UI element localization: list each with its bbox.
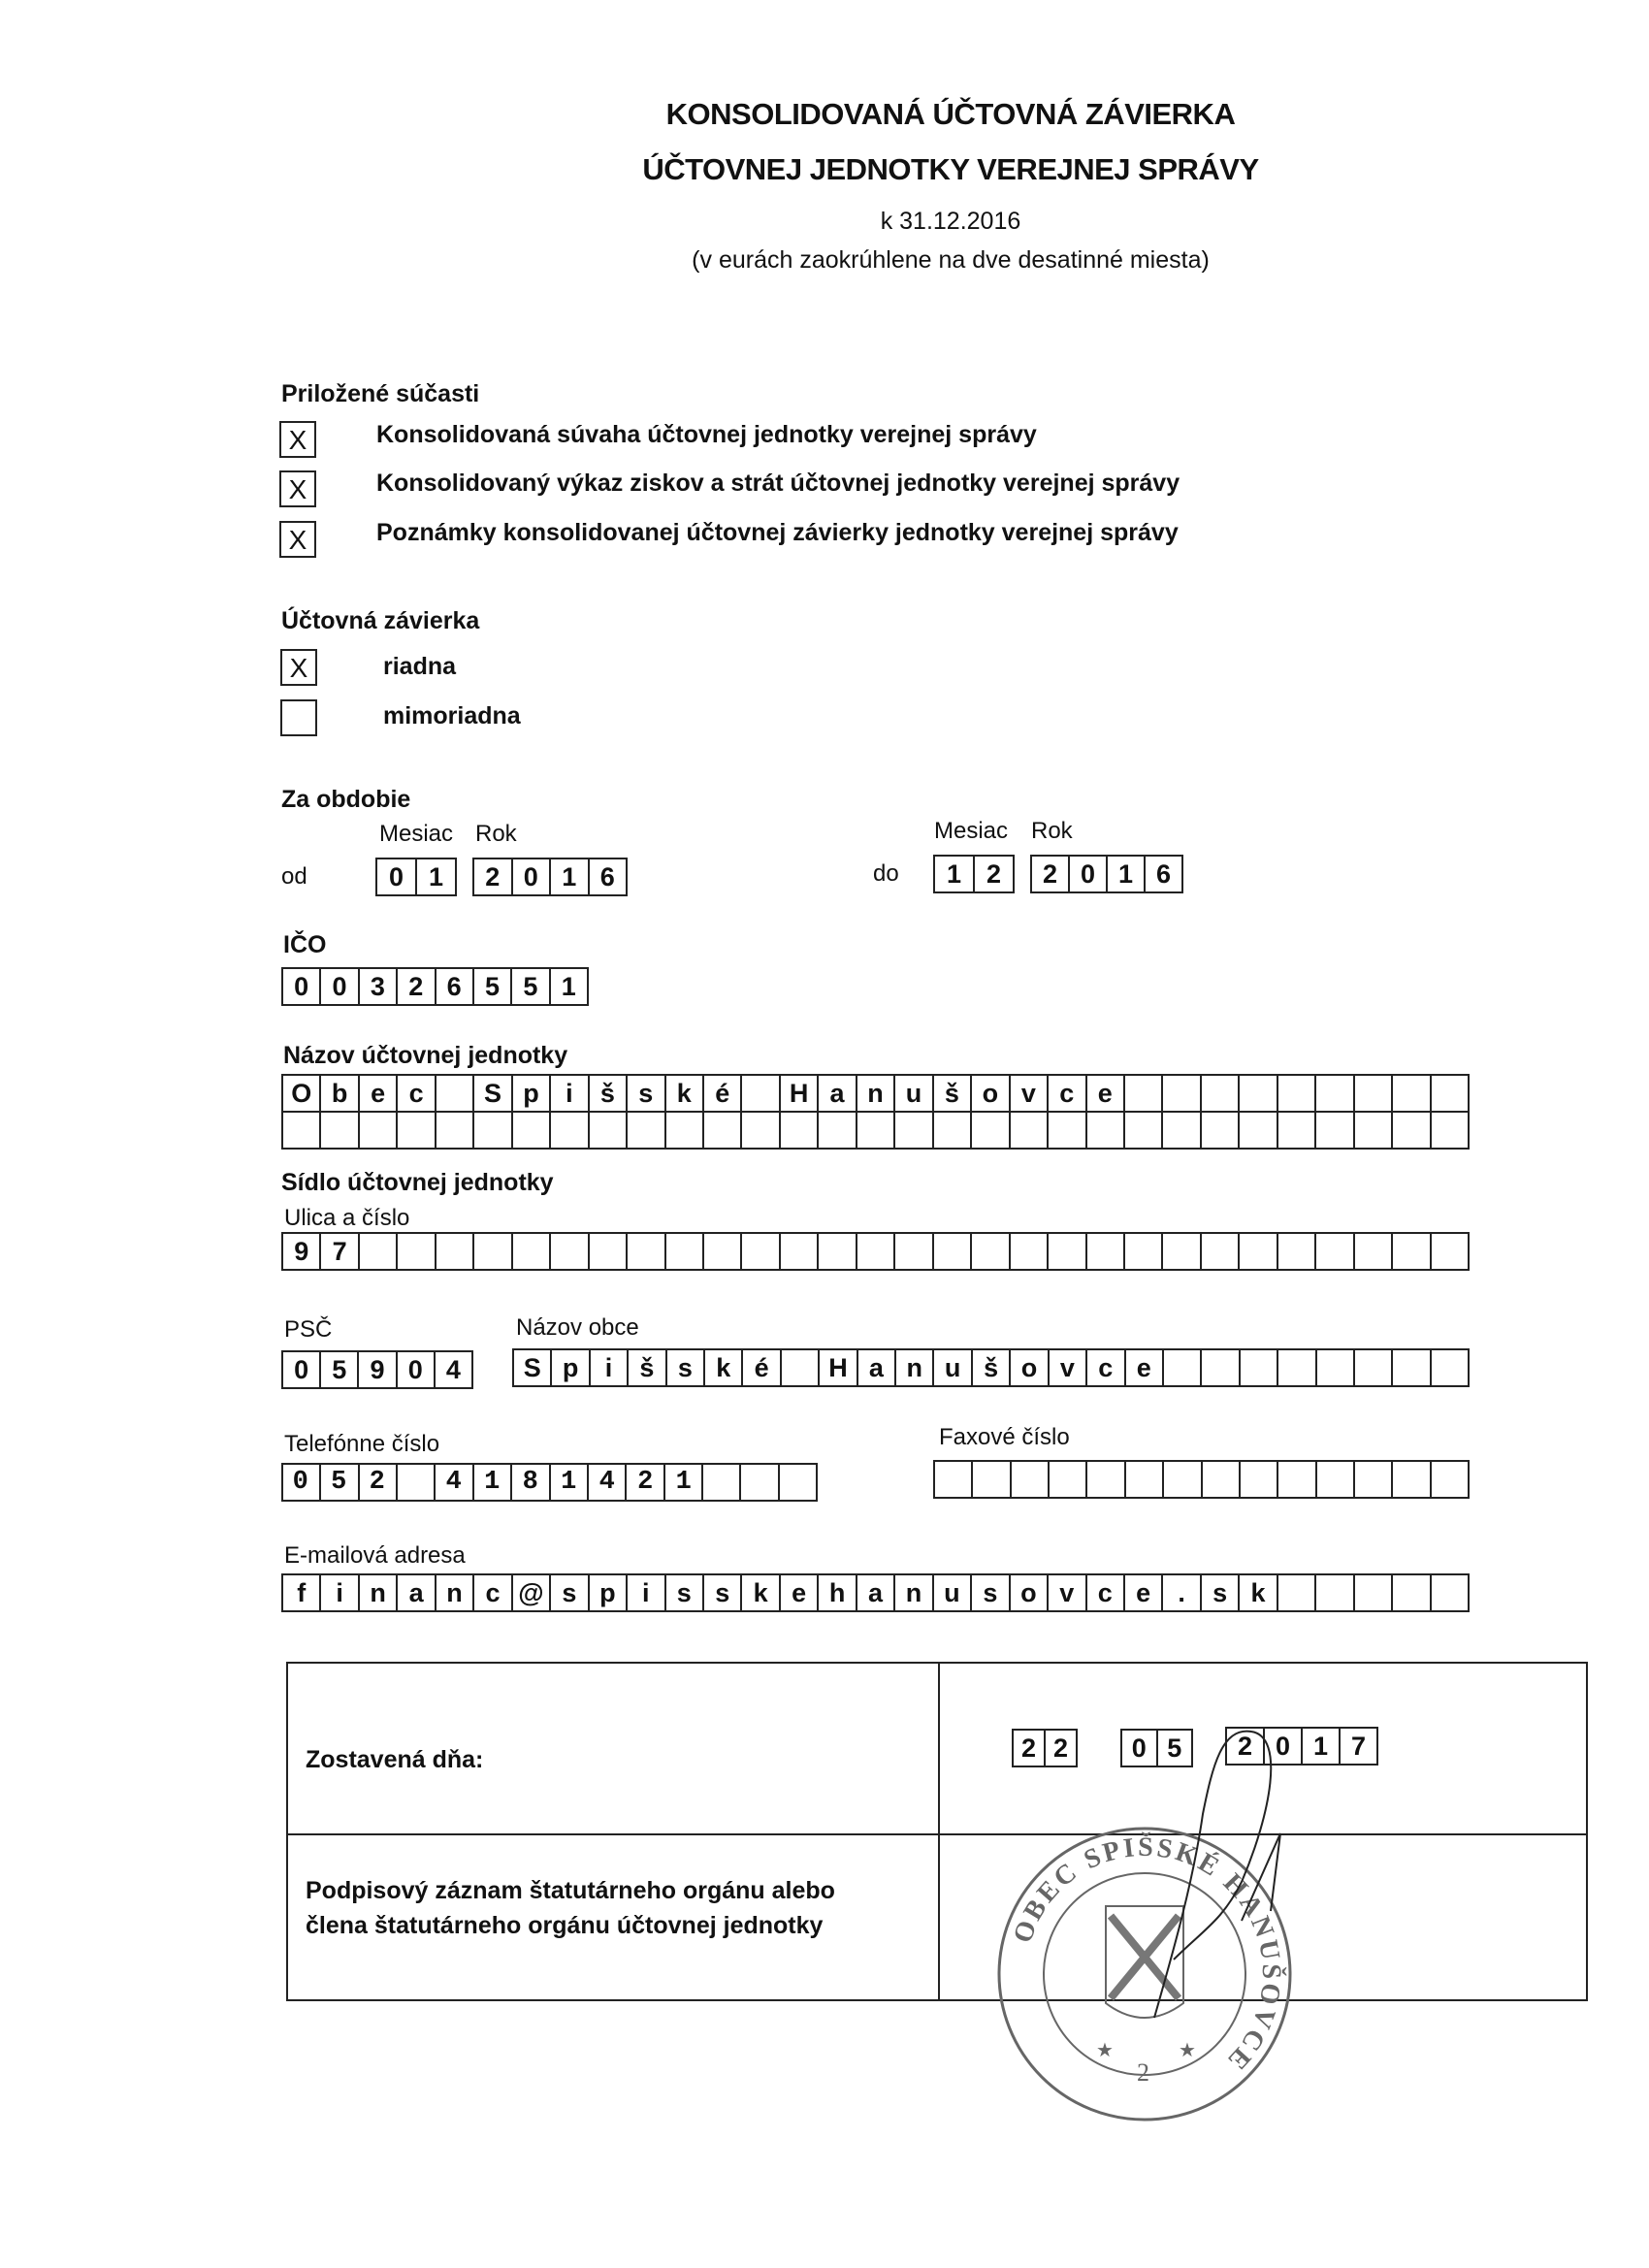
- char-cell: [742, 1234, 780, 1269]
- char-cell: [474, 1234, 512, 1269]
- char-cell: é: [743, 1350, 781, 1385]
- char-cell: p: [552, 1350, 590, 1385]
- period-heading: Za obdobie: [281, 786, 411, 813]
- char-cell: 7: [1350, 1732, 1367, 1761]
- char-cell: [857, 1234, 895, 1269]
- char-cell: b: [321, 1076, 359, 1111]
- signature-label-line2: člena štatutárneho orgánu účtovnej jednotky: [306, 1912, 824, 1939]
- char-cell: [590, 1113, 628, 1148]
- char-cell: [1087, 1113, 1125, 1148]
- char-cell: 9: [283, 1234, 321, 1269]
- currency-note: (v eurách zaokrúhlene na dve desatinné miesta): [692, 246, 1210, 274]
- char-cell: [1355, 1575, 1393, 1610]
- char-cell: 5: [474, 969, 512, 1004]
- char-cell: u: [934, 1575, 972, 1610]
- char-cell: [1393, 1113, 1431, 1148]
- char-cell: 0: [1265, 1729, 1303, 1764]
- char-cell: 7: [321, 1234, 359, 1269]
- from-year-label: Rok: [475, 821, 517, 847]
- psc-field[interactable]: [281, 1350, 473, 1389]
- char-cell: H: [781, 1076, 819, 1111]
- char-cell: n: [896, 1350, 934, 1385]
- char-cell: [1432, 1113, 1468, 1148]
- char-cell: [1278, 1234, 1316, 1269]
- char-cell: [1432, 1462, 1468, 1497]
- char-cell: [1278, 1462, 1316, 1497]
- char-cell: é: [704, 1076, 742, 1111]
- char-cell: [1355, 1462, 1393, 1497]
- char-cell: f: [283, 1575, 321, 1610]
- char-cell: c: [1049, 1076, 1086, 1111]
- char-cell: [1355, 1113, 1393, 1148]
- char-cell: 0: [283, 969, 321, 1004]
- char-cell: [1202, 1113, 1240, 1148]
- char-cell: [1432, 1575, 1468, 1610]
- char-cell: [782, 1350, 820, 1385]
- char-cell: 5: [321, 1352, 359, 1387]
- char-cell: o: [972, 1076, 1010, 1111]
- phone-value: 052 4181421: [292, 1468, 715, 1497]
- char-cell: [972, 1113, 1010, 1148]
- street-field[interactable]: [281, 1232, 1470, 1271]
- from-month-field[interactable]: [375, 858, 457, 896]
- char-cell: v: [1050, 1350, 1087, 1385]
- char-cell: [781, 1234, 819, 1269]
- city-label: Názov obce: [516, 1314, 639, 1341]
- char-cell: 0: [1122, 1731, 1158, 1766]
- stamp-number: 2: [1137, 2058, 1149, 2087]
- star-icon: ★: [1179, 2040, 1196, 2061]
- char-cell: [1125, 1113, 1163, 1148]
- char-cell: 0: [513, 859, 552, 894]
- char-cell: 2: [1227, 1729, 1265, 1764]
- char-cell: e: [781, 1575, 819, 1610]
- char-cell: [1087, 1234, 1125, 1269]
- char-cell: 2: [986, 859, 1002, 889]
- char-cell: e: [360, 1076, 398, 1111]
- char-cell: 6: [1155, 859, 1172, 889]
- label-regular: riadna: [383, 653, 457, 680]
- char-cell: [1240, 1076, 1277, 1111]
- char-cell: 1: [561, 972, 576, 1001]
- char-cell: [857, 1113, 895, 1148]
- char-cell: s: [972, 1575, 1010, 1610]
- char-cell: e: [1126, 1350, 1164, 1385]
- char-cell: o: [1011, 1575, 1049, 1610]
- char-cell: 1: [935, 857, 975, 891]
- char-cell: [1317, 1462, 1355, 1497]
- from-year-field[interactable]: [472, 858, 628, 896]
- char-cell: [895, 1234, 933, 1269]
- char-cell: š: [973, 1350, 1011, 1385]
- seat-heading: Sídlo účtovnej jednotky: [281, 1169, 554, 1196]
- signature-table: [286, 1662, 1588, 2001]
- char-cell: v: [1011, 1076, 1049, 1111]
- table-row-divider: [288, 1833, 1586, 1835]
- char-cell: š: [934, 1076, 972, 1111]
- char-cell: u: [934, 1350, 972, 1385]
- street-label: Ulica a číslo: [284, 1205, 410, 1231]
- char-cell: i: [591, 1350, 629, 1385]
- entity-name-row2[interactable]: [281, 1111, 1470, 1150]
- compiled-date-label: Zostavená dňa:: [306, 1746, 484, 1773]
- char-cell: S: [514, 1350, 552, 1385]
- char-cell: s: [666, 1575, 704, 1610]
- char-cell: 9: [359, 1352, 397, 1387]
- document-date: k 31.12.2016: [880, 208, 1021, 235]
- char-cell: [1163, 1113, 1201, 1148]
- char-cell: [819, 1113, 857, 1148]
- char-cell: u: [895, 1076, 933, 1111]
- char-cell: 0: [321, 969, 359, 1004]
- label-balance-sheet: Konsolidovaná súvaha účtovnej jednotky verejnej správy: [376, 421, 1037, 448]
- entity-name-row1[interactable]: [281, 1074, 1470, 1113]
- star-icon: ★: [1096, 2040, 1114, 2061]
- char-cell: 3: [360, 969, 398, 1004]
- checkbox-balance-sheet[interactable]: X: [279, 421, 316, 458]
- char-cell: [398, 1113, 436, 1148]
- char-cell: v: [1049, 1575, 1086, 1610]
- char-cell: c: [1087, 1350, 1125, 1385]
- char-cell: [935, 1462, 973, 1497]
- char-cell: 2: [1032, 857, 1070, 891]
- to-year-label: Rok: [1031, 818, 1073, 844]
- char-cell: k: [705, 1350, 743, 1385]
- char-cell: o: [1011, 1350, 1049, 1385]
- label-extraordinary: mimoriadna: [383, 702, 521, 729]
- char-cell: a: [858, 1350, 896, 1385]
- entity-name-label: Názov účtovnej jednotky: [283, 1042, 568, 1069]
- city-field[interactable]: [512, 1348, 1470, 1387]
- char-cell: [666, 1113, 704, 1148]
- char-cell: n: [360, 1575, 398, 1610]
- char-cell: 1: [1108, 857, 1146, 891]
- char-cell: p: [513, 1076, 551, 1111]
- compiled-day-field[interactable]: [1012, 1729, 1078, 1767]
- char-cell: c: [474, 1575, 512, 1610]
- email-label: E-mailová adresa: [284, 1542, 466, 1569]
- char-cell: š: [590, 1076, 628, 1111]
- char-cell: [1278, 1575, 1316, 1610]
- char-cell: [704, 1113, 742, 1148]
- char-cell: e: [1087, 1076, 1125, 1111]
- stamp-text: OBEC SPIŠSKÉ HANUŠOVCE: [1007, 1831, 1287, 2078]
- char-cell: [1393, 1462, 1431, 1497]
- phone-label: Telefónne číslo: [284, 1431, 440, 1457]
- checkbox-profit-loss[interactable]: X: [279, 470, 316, 507]
- table-column-divider: [938, 1664, 940, 1999]
- char-cell: [1125, 1076, 1163, 1111]
- to-month-field[interactable]: [933, 855, 1015, 893]
- statement-type-heading: Účtovná závierka: [281, 607, 480, 634]
- char-cell: 1: [428, 862, 444, 891]
- char-cell: [1393, 1076, 1431, 1111]
- char-cell: [1164, 1350, 1202, 1385]
- char-cell: s: [704, 1575, 742, 1610]
- char-cell: [819, 1234, 857, 1269]
- char-cell: 2: [1014, 1731, 1046, 1766]
- char-cell: [934, 1234, 972, 1269]
- char-cell: [1240, 1234, 1277, 1269]
- char-cell: 6: [599, 862, 615, 891]
- checkbox-regular[interactable]: X: [280, 649, 317, 686]
- char-cell: a: [819, 1076, 857, 1111]
- char-cell: h: [819, 1575, 857, 1610]
- char-cell: [1163, 1234, 1201, 1269]
- ico-label: IČO: [283, 931, 327, 958]
- char-cell: [1393, 1575, 1431, 1610]
- char-cell: [474, 1113, 512, 1148]
- char-cell: c: [398, 1076, 436, 1111]
- char-cell: [513, 1113, 551, 1148]
- char-cell: [628, 1234, 665, 1269]
- char-cell: [1355, 1234, 1393, 1269]
- document-title-line1: KONSOLIDOVANÁ ÚČTOVNÁ ZÁVIERKA: [665, 97, 1236, 131]
- char-cell: [1241, 1350, 1278, 1385]
- char-cell: S: [474, 1076, 512, 1111]
- checkbox-extraordinary[interactable]: [280, 699, 317, 736]
- char-cell: n: [857, 1076, 895, 1111]
- char-cell: [283, 1113, 321, 1148]
- checkbox-notes[interactable]: X: [279, 521, 316, 558]
- char-cell: a: [857, 1575, 895, 1610]
- char-cell: 1: [1303, 1729, 1341, 1764]
- char-cell: s: [628, 1076, 665, 1111]
- char-cell: [1355, 1350, 1393, 1385]
- char-cell: c: [1087, 1575, 1125, 1610]
- char-cell: [973, 1462, 1011, 1497]
- char-cell: [742, 1113, 780, 1148]
- char-cell: a: [398, 1575, 436, 1610]
- char-cell: [1011, 1234, 1049, 1269]
- label-profit-loss: Konsolidovaný výkaz ziskov a strát účtovnej jednotky verejnej správy: [376, 470, 1180, 497]
- char-cell: 1: [551, 859, 590, 894]
- fax-field[interactable]: [933, 1460, 1470, 1499]
- char-cell: 0: [398, 1352, 436, 1387]
- char-cell: 0: [283, 1352, 321, 1387]
- ico-field[interactable]: [281, 967, 589, 1006]
- char-cell: [360, 1234, 398, 1269]
- char-cell: i: [321, 1575, 359, 1610]
- char-cell: [436, 1113, 474, 1148]
- char-cell: [551, 1234, 589, 1269]
- char-cell: 4: [445, 1355, 461, 1384]
- char-cell: [972, 1234, 1010, 1269]
- email-field[interactable]: [281, 1573, 1470, 1612]
- signature-label-line1: Podpisový záznam štatutárneho orgánu alebo: [306, 1877, 835, 1904]
- char-cell: [1087, 1462, 1125, 1497]
- char-cell: i: [628, 1575, 665, 1610]
- char-cell: [1432, 1234, 1468, 1269]
- char-cell: 6: [436, 969, 474, 1004]
- char-cell: [1393, 1350, 1431, 1385]
- document-title-line2: ÚČTOVNEJ JEDNOTKY VEREJNEJ SPRÁVY: [642, 152, 1259, 186]
- char-cell: 0: [1070, 857, 1108, 891]
- char-cell: [895, 1113, 933, 1148]
- char-cell: [628, 1113, 665, 1148]
- char-cell: k: [742, 1575, 780, 1610]
- char-cell: 5: [512, 969, 550, 1004]
- char-cell: [1241, 1462, 1278, 1497]
- to-year-field[interactable]: [1030, 855, 1183, 893]
- char-cell: O: [283, 1076, 321, 1111]
- from-month-label: Mesiac: [379, 821, 454, 847]
- char-cell: [1316, 1113, 1354, 1148]
- fax-label: Faxové číslo: [939, 1424, 1070, 1450]
- char-cell: [1011, 1113, 1049, 1148]
- char-cell: [1050, 1462, 1087, 1497]
- char-cell: [781, 1113, 819, 1148]
- char-cell: [1393, 1234, 1431, 1269]
- char-cell: i: [551, 1076, 589, 1111]
- char-cell: [1316, 1575, 1354, 1610]
- char-cell: [1317, 1350, 1355, 1385]
- char-cell: s: [1202, 1575, 1240, 1610]
- char-cell: [1012, 1462, 1050, 1497]
- attached-heading: Priložené súčasti: [281, 380, 480, 407]
- char-cell: [551, 1113, 589, 1148]
- char-cell: [321, 1113, 359, 1148]
- char-cell: p: [590, 1575, 628, 1610]
- char-cell: [1202, 1076, 1240, 1111]
- to-label: do: [873, 860, 899, 887]
- to-month-label: Mesiac: [934, 818, 1009, 844]
- char-cell: .: [1163, 1575, 1201, 1610]
- char-cell: [513, 1234, 551, 1269]
- char-cell: [1278, 1113, 1316, 1148]
- char-cell: š: [629, 1350, 666, 1385]
- char-cell: k: [666, 1076, 704, 1111]
- char-cell: [1203, 1462, 1241, 1497]
- char-cell: [1240, 1113, 1277, 1148]
- psc-label: PSČ: [284, 1316, 333, 1343]
- char-cell: [666, 1234, 704, 1269]
- char-cell: @: [513, 1575, 551, 1610]
- char-cell: s: [667, 1350, 705, 1385]
- char-cell: [436, 1234, 474, 1269]
- char-cell: [1126, 1462, 1164, 1497]
- from-label: od: [281, 863, 307, 890]
- label-notes: Poznámky konsolidovanej účtovnej závierky jednotky verejnej správy: [376, 519, 1179, 546]
- char-cell: [934, 1113, 972, 1148]
- handwritten-signature: [1116, 1707, 1368, 2027]
- char-cell: [1316, 1234, 1354, 1269]
- char-cell: 5: [1167, 1733, 1182, 1763]
- char-cell: [1432, 1350, 1468, 1385]
- char-cell: n: [436, 1575, 474, 1610]
- char-cell: [398, 1234, 436, 1269]
- char-cell: [1164, 1462, 1202, 1497]
- char-cell: [1316, 1076, 1354, 1111]
- char-cell: 2: [474, 859, 513, 894]
- char-cell: [436, 1076, 474, 1111]
- char-cell: [1049, 1113, 1086, 1148]
- char-cell: [1355, 1076, 1393, 1111]
- char-cell: [1049, 1234, 1086, 1269]
- char-cell: [1163, 1076, 1201, 1111]
- char-cell: [1278, 1076, 1316, 1111]
- char-cell: k: [1240, 1575, 1277, 1610]
- char-cell: 0: [377, 859, 417, 894]
- char-cell: [1432, 1076, 1468, 1111]
- char-cell: [742, 1076, 780, 1111]
- char-cell: n: [895, 1575, 933, 1610]
- char-cell: [1202, 1350, 1240, 1385]
- char-cell: s: [551, 1575, 589, 1610]
- char-cell: [360, 1113, 398, 1148]
- char-cell: e: [1125, 1575, 1163, 1610]
- char-cell: 2: [398, 969, 436, 1004]
- char-cell: [1202, 1234, 1240, 1269]
- char-cell: [1278, 1350, 1316, 1385]
- char-cell: H: [820, 1350, 857, 1385]
- char-cell: [590, 1234, 628, 1269]
- char-cell: 2: [1052, 1733, 1069, 1763]
- char-cell: [1125, 1234, 1163, 1269]
- char-cell: [704, 1234, 742, 1269]
